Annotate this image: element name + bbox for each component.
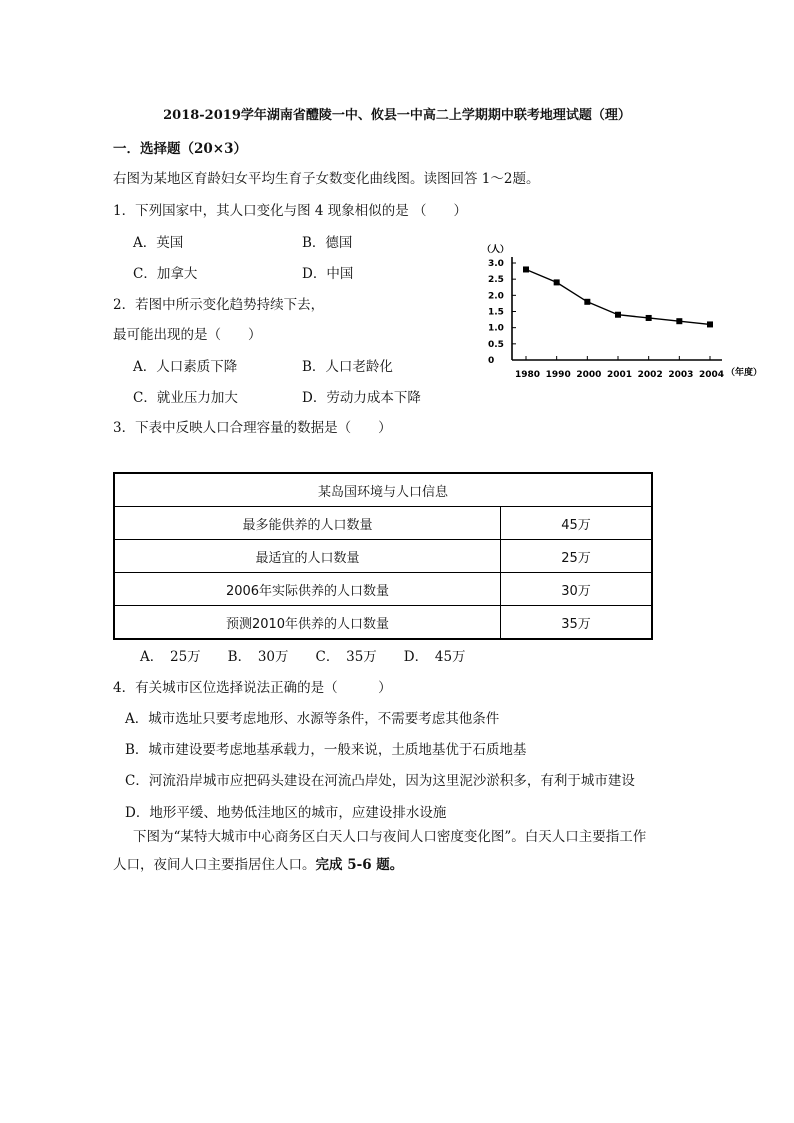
- q1-option-a[interactable]: A．英国: [133, 235, 184, 251]
- y-tick-label: 0: [488, 356, 495, 366]
- table-row: [114, 507, 652, 540]
- q2-option-b[interactable]: B．人口老龄化: [302, 359, 393, 375]
- row-label: 最适宜的人口数量: [114, 540, 501, 573]
- data-point: [676, 318, 682, 324]
- x-tick-label: 1990: [545, 370, 571, 380]
- x-tick-label: 2000: [576, 370, 602, 380]
- q2-option-c[interactable]: C．就业压力加大: [133, 390, 238, 406]
- section-heading: 一．选择题（20×3）: [113, 141, 247, 157]
- data-point: [707, 321, 713, 327]
- y-tick-label: 0.5: [488, 339, 504, 350]
- q1-option-d[interactable]: D．中国: [302, 266, 354, 282]
- y-tick-label: 2.0: [488, 291, 504, 302]
- data-point: [554, 279, 560, 285]
- q3-options[interactable]: A． 25万 B． 30万 C． 35万 D． 45万: [140, 649, 466, 665]
- chart-x-label: （年度）: [726, 368, 763, 378]
- row-label: 最多能供养的人口数量: [114, 507, 501, 540]
- q1-option-b[interactable]: B．德国: [302, 235, 353, 251]
- x-tick-label: 2001: [607, 370, 633, 380]
- q5-6-intro-line1: 下图为“某特大城市中心商务区白天人口与夜间人口密度变化图”。白天人口主要指工作: [133, 829, 647, 845]
- chart-y-label: （人）: [482, 245, 510, 255]
- q2-option-a[interactable]: A．人口素质下降: [133, 359, 238, 375]
- table-row: [114, 573, 652, 606]
- row-value: 35万: [501, 606, 653, 640]
- row-label: 预测2010年供养的人口数量: [114, 606, 501, 640]
- row-value: 30万: [501, 573, 653, 606]
- q5-6-intro-line2: [113, 853, 403, 873]
- table-header: 某岛国环境与人口信息: [114, 473, 652, 507]
- data-point: [615, 312, 621, 318]
- table-row: [114, 540, 652, 573]
- q2-stem: 2．若图中所示变化趋势持续下去，: [113, 297, 325, 313]
- q5-6-intro-text: 人口，夜间人口主要指居住人口。: [113, 857, 316, 873]
- island-info-table: [113, 472, 653, 640]
- q5-6-instruction: 完成 5-6 题。: [315, 857, 404, 873]
- chart-intro: 右图为某地区育龄妇女平均生育子女数变化曲线图。读图回答 1～2题。: [113, 171, 540, 187]
- row-value: 25万: [501, 540, 653, 573]
- x-tick-label: 2004: [699, 370, 725, 380]
- q1-option-c[interactable]: C．加拿大: [133, 266, 198, 282]
- data-point: [523, 266, 529, 272]
- q4-stem: 4．有关城市区位选择说法正确的是（ ）: [113, 680, 392, 696]
- data-point: [584, 299, 590, 305]
- y-tick-label: 3.0: [488, 259, 504, 269]
- q2-option-d[interactable]: D．劳动力成本下降: [302, 390, 421, 406]
- x-tick-label: 2003: [668, 370, 694, 380]
- table-row: [114, 606, 652, 640]
- q4-option-a[interactable]: A．城市选址只要考虑地形、水源等条件，不需要考虑其他条件: [125, 711, 500, 727]
- y-tick-label: 1.0: [488, 323, 504, 334]
- data-point: [646, 315, 652, 321]
- q4-option-b[interactable]: B．城市建设要考虑地基承载力，一般来说，土质地基优于石质地基: [125, 742, 527, 758]
- q3-stem: 3．下表中反映人口合理容量的数据是（ ）: [113, 420, 392, 436]
- exam-title: 2018-2019学年湖南省醴陵一中、攸县一中高二上学期期中联考地理试题（理）: [163, 108, 631, 123]
- row-label: 2006年实际供养的人口数量: [114, 573, 501, 606]
- fertility-line-chart: [460, 235, 780, 385]
- row-value: 45万: [501, 507, 653, 540]
- q2-stem-cont: 最可能出现的是（ ）: [113, 327, 262, 343]
- y-tick-label: 2.5: [488, 275, 504, 286]
- y-tick-label: 1.5: [488, 307, 504, 318]
- x-tick-label: 1980: [515, 370, 541, 380]
- x-tick-label: 2002: [637, 370, 663, 380]
- q1-stem: 1．下列国家中，其人口变化与图 4 现象相似的是 （ ）: [113, 203, 468, 219]
- q4-option-d[interactable]: D．地形平缓、地势低洼地区的城市，应建设排水设施: [125, 805, 447, 821]
- q4-option-c[interactable]: C．河流沿岸城市应把码头建设在河流凸岸处，因为这里泥沙淤积多，有利于城市建设: [125, 773, 635, 789]
